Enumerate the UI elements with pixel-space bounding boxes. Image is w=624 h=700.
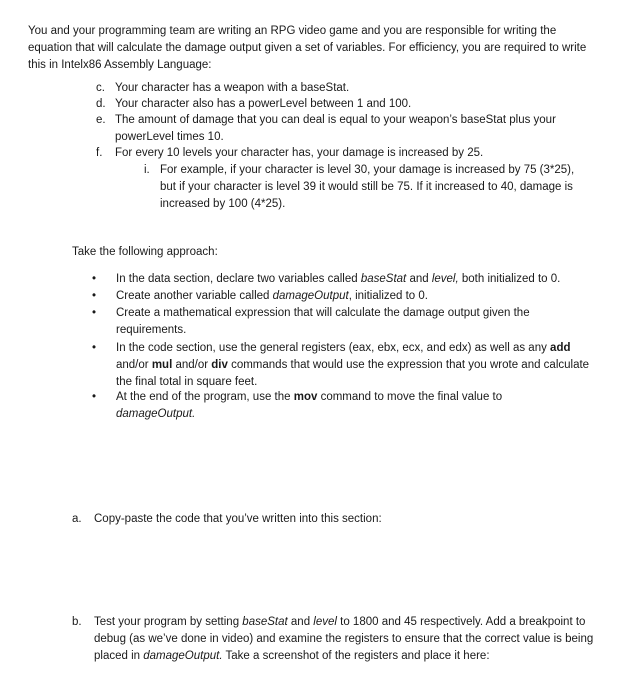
- example-marker: i.: [144, 164, 150, 176]
- bullet-glyph: •: [92, 273, 97, 285]
- keyword-add: add: [550, 342, 571, 354]
- question-marker: b.: [72, 616, 82, 628]
- variable-basestat: baseStat: [360, 273, 407, 285]
- approach-heading: Take the following approach:: [72, 246, 218, 258]
- requirement-marker: e.: [96, 114, 106, 126]
- variable-level: level,: [431, 273, 459, 285]
- bullet-text: Create another variable called damageOutput, initialized to 0.: [116, 290, 428, 302]
- keyword-div: div: [211, 359, 228, 371]
- requirement-marker: f.: [96, 147, 103, 159]
- bullet-text: In the code section, use the general registers (eax, ebx, ecx, and edx) as well as any add and/or mul and/or div commands that would use the expression that you wrote and calculate the final total in square feet.: [116, 342, 590, 388]
- requirement-text: Your character has a weapon with a baseStat.: [115, 82, 350, 94]
- variable-damageoutput: damageOutput: [272, 290, 349, 302]
- question-text: Copy-paste the code that you’ve written into this section:: [94, 513, 382, 525]
- bullet-glyph: •: [92, 307, 97, 319]
- bullet-glyph: •: [92, 391, 97, 403]
- requirement-marker: d.: [96, 98, 106, 110]
- requirement-text: Your character also has a powerLevel between 1 and 100.: [115, 98, 412, 110]
- question-marker: a.: [72, 513, 82, 525]
- intro-paragraph: You and your programming team are writing an RPG video game and you are responsible for writing the equation that will calculate the damage output given a set of variables. For efficiency, you are required to write this in Intelx86 Assembly Language:: [28, 25, 587, 71]
- variable-basestat: baseStat: [242, 616, 288, 628]
- keyword-mov: mov: [293, 391, 318, 403]
- bullet-text: Create a mathematical expression that will calculate the damage output given the requirements.: [116, 307, 530, 336]
- requirement-marker: c.: [96, 82, 105, 94]
- variable-level: level: [313, 616, 337, 628]
- bullet-text: In the data section, declare two variables called baseStat and level, both initialized to 0.: [116, 273, 561, 285]
- keyword-mul: mul: [151, 359, 173, 371]
- bullet-glyph: •: [92, 342, 97, 354]
- example-text: For example, if your character is level 30, your damage is increased by 75 (3*25), but if your character is level 39 it would still be 75. If it increased to 40, damage is increased by 100 (4*25).: [160, 164, 575, 210]
- bullet-text: At the end of the program, use the mov command to move the final value to damageOutput.: [116, 391, 503, 420]
- bullet-glyph: •: [92, 290, 97, 302]
- requirement-text: For every 10 levels your character has, your damage is increased by 25.: [115, 147, 484, 159]
- variable-damageoutput: damageOutput.: [143, 650, 223, 662]
- variable-damageoutput: damageOutput.: [116, 408, 196, 420]
- requirement-text: The amount of damage that you can deal is equal to your weapon’s baseStat plus your powerLevel times 10.: [115, 114, 556, 143]
- question-text: Test your program by setting baseStat and level to 1800 and 45 respectively. Add a breakpoint to debug (as we’ve done in video) and examine the registers to ensure that the correct value is being placed in damageOutput. Take a screenshot of the registers and place it here:: [94, 616, 594, 662]
